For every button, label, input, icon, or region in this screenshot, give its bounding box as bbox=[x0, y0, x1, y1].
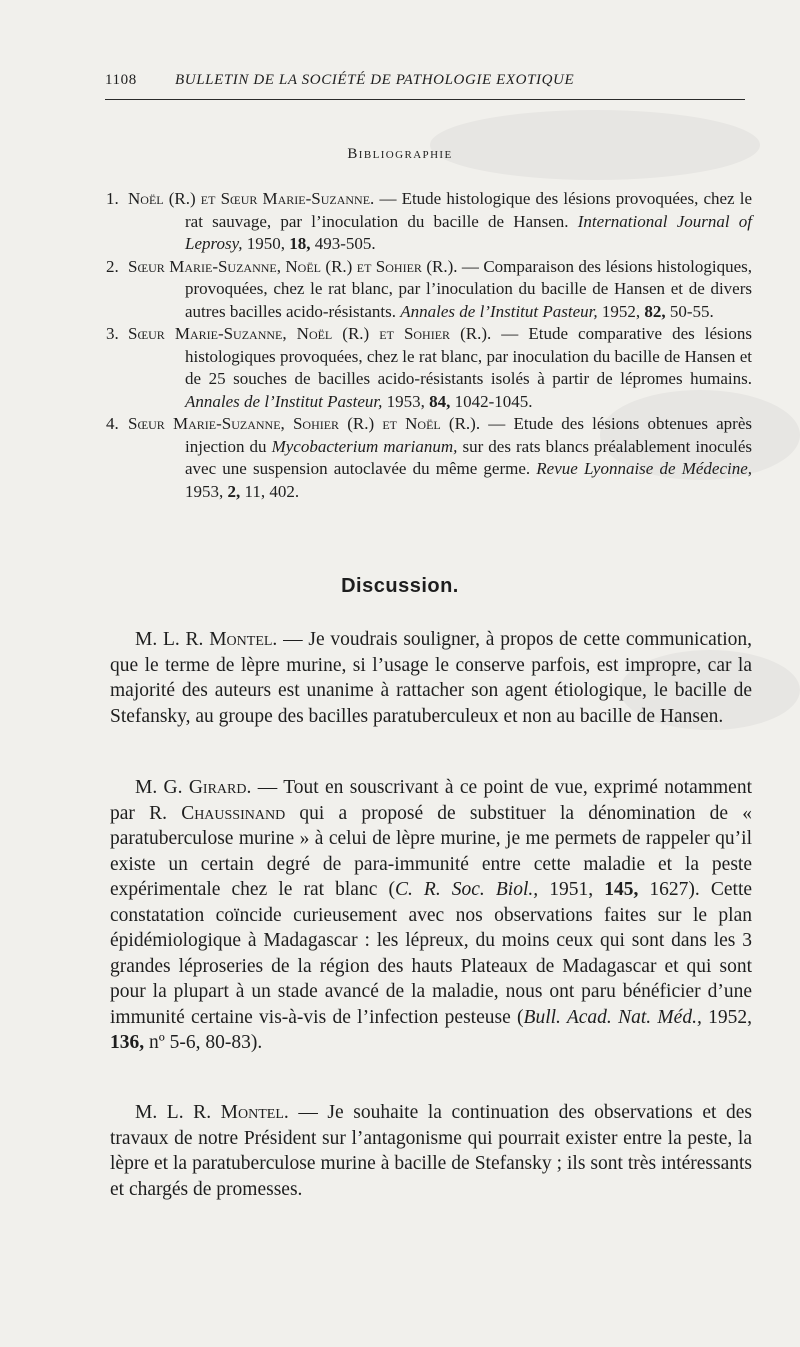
reference-number: 4. bbox=[106, 414, 119, 433]
reference-pages: 11, 402. bbox=[240, 481, 300, 501]
running-header bbox=[105, 72, 745, 94]
paragraph-body: — Tout en souscrivant à ce point de vue, exprimé notamment par R. bbox=[110, 777, 752, 824]
speaker-prefix: M. G. bbox=[135, 777, 189, 798]
discussion-paragraph bbox=[110, 627, 752, 729]
reference-volume: 82, bbox=[644, 301, 666, 321]
reference-item bbox=[106, 323, 752, 413]
citation-journal: Bull. Acad. Nat. Méd., bbox=[523, 1006, 702, 1028]
reference-number: 2. bbox=[106, 256, 119, 276]
speaker-name: Montel. bbox=[220, 1102, 289, 1123]
paragraph-body: qui a proposé de substituer la dénomination de « paratuberculose murine » à celui de lèpre murine, je me permets de rappeler qu’il existe un certain degré de para-immunité entre cette maladie et la peste expérimentale chez le rat blanc ( bbox=[110, 802, 752, 900]
discussion-paragraph bbox=[110, 1100, 752, 1202]
citation-volume: 136, bbox=[110, 1032, 145, 1053]
reference-dash: — bbox=[457, 256, 484, 276]
citation-pages: 1627). bbox=[638, 879, 711, 900]
reference-volume: 2, bbox=[227, 481, 241, 501]
paragraph-body: — Je souhaite la continuation des observations et des travaux de notre Président sur l’antagonisme qui pourrait exister entre la peste, la lèpre et la paratuberculose murine à bacille de Stefansky ; ils sont très intéressants et chargés de promesses. bbox=[110, 1102, 752, 1200]
reference-number: 1. bbox=[106, 189, 119, 208]
paragraph-body: — Je voudrais souligner, à propos de cette communication, que le terme de lèpre murine, si l’usage le conserve parfois, est impropre, car la majorité des auteurs est unanime à rattacher son agent étiologique, le bacille de Stefansky, au groupe des bacilles paratuberculeux et non au bacille de Hansen. bbox=[110, 629, 752, 727]
reference-text: Etude histologique des lésions provoquées, chez le rat sauvage, par l’inoculation du bacille de Hansen. bbox=[185, 189, 752, 231]
paragraph-body: Cette constatation coïncide curieusement avec nos observations faites sur le plan épidémiologique à Madagascar : les lépreux, du moins ceux qui sont dans les 3 grandes léproseries de la région des hauts Plateaux de Madagascar et qui sont pour la plupart à un stade avancé de la maladie, nous ont paru bénéficier d’une immunité certaine vis-à-vis de l’infection pesteuse ( bbox=[110, 879, 753, 1028]
discussion-heading: Discussion. bbox=[341, 575, 459, 597]
reference-text: Etude des lésions obtenues après injection du bbox=[185, 414, 753, 456]
reference-item bbox=[106, 413, 752, 503]
header-rule bbox=[105, 99, 745, 100]
reference-journal: Annales de l’Institut Pasteur, bbox=[185, 391, 383, 411]
reference-year: 1953, bbox=[382, 391, 430, 411]
citation-year: 1951, bbox=[538, 879, 605, 900]
citation-journal: C. R. Soc. Biol., bbox=[394, 879, 539, 900]
running-title: BULLETIN DE LA SOCIÉTÉ DE PATHOLOGIE EXOTIQUE bbox=[175, 72, 575, 88]
reference-authors: Sœur Marie-Suzanne, Sohier (R.) et Noël (R.). bbox=[128, 414, 481, 433]
reference-item bbox=[106, 188, 752, 256]
show-through-stain bbox=[430, 110, 760, 180]
reference-year: 1953, bbox=[185, 481, 228, 501]
reference-dash: — bbox=[374, 189, 402, 208]
reference-text: Etude comparative des lésions histologiques provoquées, chez le rat blanc, par inoculation du bacille de Hansen et de 25 souches de bacilles acido-résistants isolés à partir de lépromes humains. bbox=[185, 324, 752, 388]
reference-pages: 50-55. bbox=[665, 301, 714, 321]
discussion-paragraph bbox=[110, 775, 752, 1056]
citation-volume: 145, bbox=[604, 879, 639, 900]
reference-year: 1950, bbox=[242, 234, 290, 253]
reference-journal: Annales de l’Institut Pasteur, bbox=[400, 301, 598, 321]
speaker-name: Montel. bbox=[209, 629, 278, 650]
reference-authors: Sœur Marie-Suzanne, Noël (R.) et Sohier (R.). bbox=[128, 324, 492, 343]
reference-journal: International Journal of Leprosy, bbox=[185, 211, 753, 253]
page-number: 1108 bbox=[105, 72, 137, 88]
citation-pages: nº 5-6, 80-83). bbox=[144, 1032, 263, 1053]
reference-pages: 493-505. bbox=[310, 234, 376, 253]
reference-authors: Sœur Marie-Suzanne, Noël (R.) et Sohier (R.). bbox=[128, 256, 458, 276]
reference-text: Comparaison des lésions histologiques, provoquées, chez le rat blanc, par l’inoculation du bacille de Hansen et de divers autres bacilles acido-résistants. bbox=[185, 256, 752, 321]
reference-list bbox=[106, 188, 752, 503]
speaker-name: Girard. bbox=[188, 777, 252, 798]
citation-year: 1952, bbox=[701, 1006, 752, 1028]
reference-dash: — bbox=[491, 324, 529, 343]
reference-item bbox=[106, 256, 752, 324]
reference-year: 1952, bbox=[597, 301, 645, 321]
reference-number: 3. bbox=[106, 324, 119, 343]
reference-dash: — bbox=[480, 414, 514, 433]
speaker-prefix: M. L. R. bbox=[135, 629, 210, 650]
reference-volume: 18, bbox=[289, 234, 311, 253]
reference-organism: Mycobacterium marianum, bbox=[271, 436, 458, 456]
reference-authors: Noël (R.) et Sœur Marie-Suzanne. bbox=[128, 189, 375, 208]
cited-author-name: Chaussinand bbox=[181, 802, 286, 824]
bibliography-heading: Bibliographie bbox=[347, 146, 453, 162]
reference-text: sur des rats blancs préalablement inoculés avec une suspension autoclavée du même germe. bbox=[185, 436, 753, 478]
reference-pages: 1042-1045. bbox=[450, 391, 533, 411]
speaker-prefix: M. L. R. bbox=[135, 1102, 221, 1123]
reference-journal: Revue Lyonnaise de Médecine, bbox=[536, 459, 753, 478]
reference-volume: 84, bbox=[429, 391, 451, 411]
